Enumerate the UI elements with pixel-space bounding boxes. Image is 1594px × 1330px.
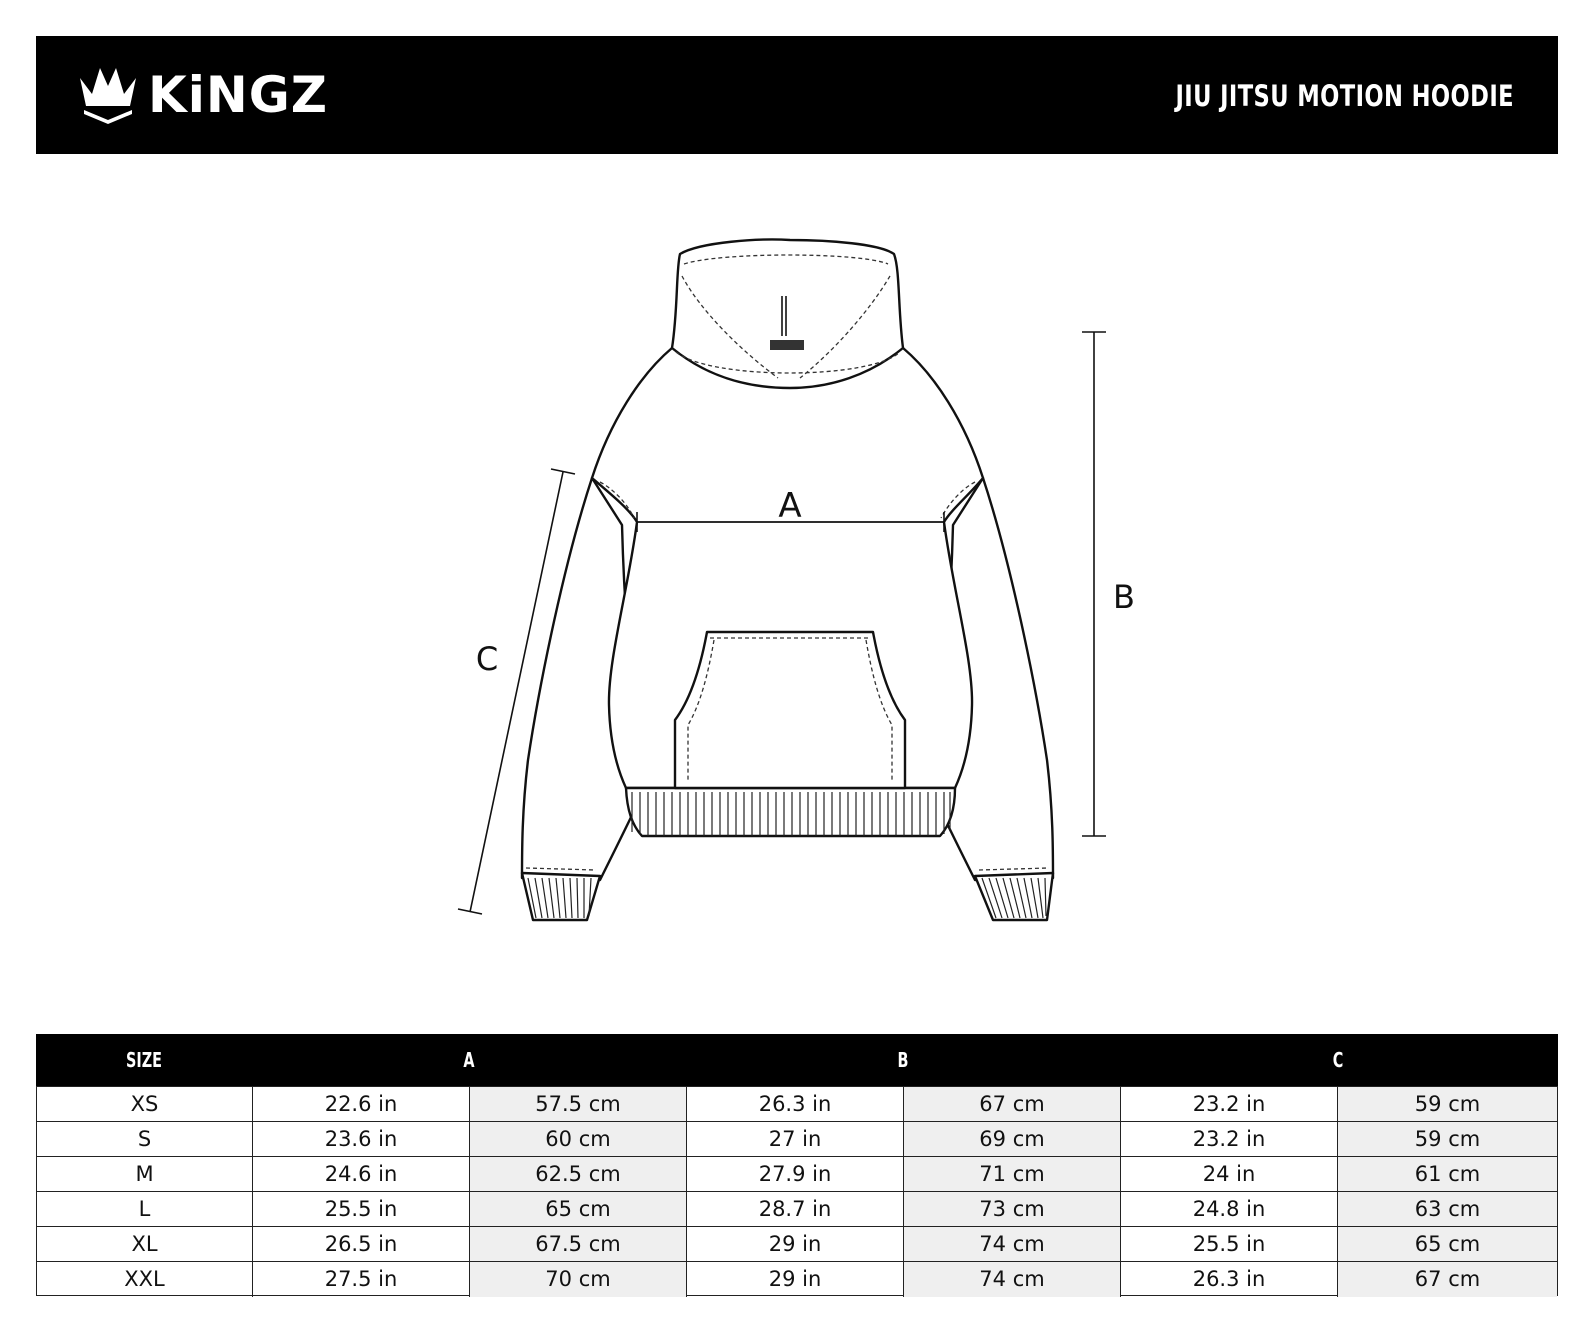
- cell-a-cm: 57.5 cm: [470, 1087, 687, 1121]
- header-b: B: [897, 1048, 909, 1072]
- cell-c-cm: 59 cm: [1338, 1087, 1557, 1121]
- brand-logo: [78, 64, 329, 128]
- cell-c-in: 23.2 in: [1121, 1087, 1338, 1121]
- cell-a-in: 27.5 in: [253, 1262, 470, 1297]
- cell-c-in: 26.3 in: [1121, 1262, 1338, 1297]
- cell-c-in: 23.2 in: [1121, 1122, 1338, 1156]
- right-cuff: [975, 873, 1053, 920]
- left-cuff: [522, 873, 600, 920]
- cell-b-cm: 71 cm: [904, 1157, 1121, 1191]
- brand-wordmark: KiNGZ: [148, 66, 329, 124]
- size-chart-table: [36, 1034, 1558, 1296]
- neck-label: [770, 340, 804, 350]
- header-a: A: [463, 1048, 475, 1072]
- table-row: [37, 1157, 1557, 1192]
- cell-c-cm: 59 cm: [1338, 1122, 1557, 1156]
- hoodie-diagram: [0, 160, 1594, 1020]
- cell-b-in: 26.3 in: [687, 1087, 904, 1121]
- hoodie-drawing: [0, 160, 1594, 1020]
- cell-a-in: 24.6 in: [253, 1157, 470, 1191]
- cell-b-in: 29 in: [687, 1227, 904, 1261]
- table-body: [36, 1086, 1558, 1296]
- header-c: C: [1332, 1048, 1344, 1072]
- cell-c-cm: 67 cm: [1338, 1262, 1557, 1297]
- table-row: [37, 1087, 1557, 1122]
- cell-size: XS: [37, 1087, 253, 1121]
- cell-a-in: 26.5 in: [253, 1227, 470, 1261]
- cell-a-cm: 62.5 cm: [470, 1157, 687, 1191]
- cell-size: S: [37, 1122, 253, 1156]
- cell-c-cm: 65 cm: [1338, 1227, 1557, 1261]
- cell-size: M: [37, 1157, 253, 1191]
- table-row: [37, 1192, 1557, 1227]
- cell-size: XXL: [37, 1262, 253, 1297]
- table-row: [37, 1227, 1557, 1262]
- crown-icon: [78, 64, 138, 128]
- cell-size: XL: [37, 1227, 253, 1261]
- table-header: [36, 1034, 1558, 1086]
- cell-a-in: 25.5 in: [253, 1192, 470, 1226]
- measure-a-label: A: [778, 486, 802, 526]
- cell-c-in: 24 in: [1121, 1157, 1338, 1191]
- kangaroo-pocket: [675, 632, 905, 788]
- header-size: SIZE: [125, 1048, 162, 1072]
- cell-b-cm: 67 cm: [904, 1087, 1121, 1121]
- cell-b-in: 28.7 in: [687, 1192, 904, 1226]
- cell-c-cm: 61 cm: [1338, 1157, 1557, 1191]
- measure-c-label: C: [475, 640, 499, 678]
- cell-size: L: [37, 1192, 253, 1226]
- cell-a-cm: 70 cm: [470, 1262, 687, 1297]
- cell-b-cm: 74 cm: [904, 1227, 1121, 1261]
- table-row: [37, 1262, 1557, 1297]
- header-bar: [36, 36, 1558, 154]
- measure-b-label: B: [1113, 578, 1135, 616]
- cell-b-cm: 74 cm: [904, 1262, 1121, 1297]
- cell-b-in: 27 in: [687, 1122, 904, 1156]
- product-title: JIU JITSU MOTION HOODIE: [1175, 79, 1514, 113]
- cell-a-in: 23.6 in: [253, 1122, 470, 1156]
- cell-b-in: 29 in: [687, 1262, 904, 1297]
- cell-b-cm: 69 cm: [904, 1122, 1121, 1156]
- cell-c-in: 25.5 in: [1121, 1227, 1338, 1261]
- cell-a-cm: 60 cm: [470, 1122, 687, 1156]
- cell-a-cm: 65 cm: [470, 1192, 687, 1226]
- cell-a-cm: 67.5 cm: [470, 1227, 687, 1261]
- cell-a-in: 22.6 in: [253, 1087, 470, 1121]
- table-row: [37, 1122, 1557, 1157]
- waistband: [626, 788, 955, 836]
- cell-c-in: 24.8 in: [1121, 1192, 1338, 1226]
- cell-b-in: 27.9 in: [687, 1157, 904, 1191]
- cell-c-cm: 63 cm: [1338, 1192, 1557, 1226]
- cell-b-cm: 73 cm: [904, 1192, 1121, 1226]
